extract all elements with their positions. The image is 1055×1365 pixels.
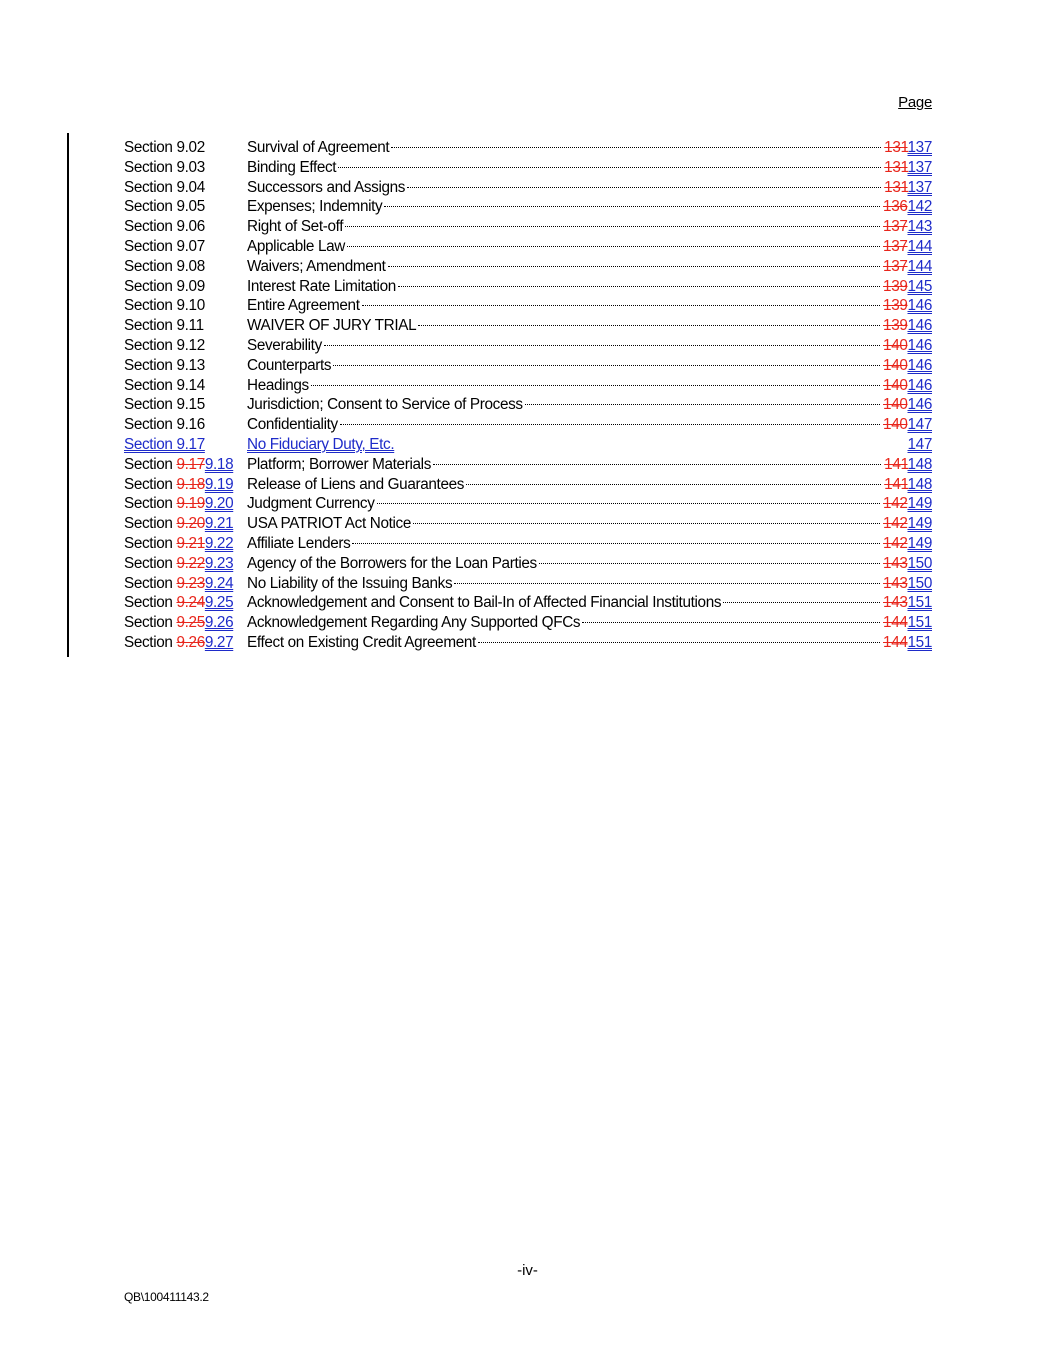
- page-ref: [884, 475, 932, 495]
- inserted-page-number: 142: [907, 198, 932, 216]
- deleted-page-number: 136: [883, 198, 908, 216]
- page-ref: [883, 494, 932, 514]
- section-prefix: Section: [124, 257, 177, 275]
- toc-entry[interactable]: [124, 217, 932, 237]
- inserted-page-number: 149: [907, 534, 932, 552]
- dot-leader: [333, 365, 880, 366]
- section-prefix: Section: [124, 396, 177, 414]
- section-title[interactable]: Right of Set-off: [247, 218, 344, 236]
- deleted-page-number: 140: [883, 416, 908, 434]
- deleted-section-number: 9.22: [176, 554, 205, 572]
- deleted-page-number: 131: [884, 178, 908, 196]
- toc-entry[interactable]: [124, 336, 932, 356]
- section-number-value: 9.02: [176, 139, 205, 156]
- inserted-section-number: 9.18: [204, 455, 234, 473]
- dot-leader: [466, 484, 881, 485]
- section-number-value: 9.07: [176, 237, 205, 255]
- deleted-page-number: 144: [883, 633, 908, 651]
- inserted-page-number: 149: [907, 515, 932, 533]
- inserted-page-number: 148: [907, 475, 932, 493]
- dot-leader: [454, 583, 880, 584]
- deleted-section-number: 9.26: [176, 633, 205, 651]
- toc-entry[interactable]: [124, 435, 932, 455]
- inserted-page-number: 145: [907, 277, 932, 295]
- page-ref: [883, 514, 932, 534]
- dot-leader: [384, 206, 880, 207]
- section-title[interactable]: Counterparts: [247, 356, 332, 374]
- deleted-page-number: 139: [883, 297, 908, 315]
- section-number-value: 9.10: [176, 297, 205, 315]
- page-ref: [883, 237, 932, 257]
- deleted-page-number: 140: [883, 336, 908, 354]
- inserted-page-number: 137: [907, 158, 932, 176]
- toc-entry[interactable]: [124, 455, 932, 475]
- inserted-page-number: 151: [907, 633, 932, 651]
- page-ref: [883, 376, 932, 396]
- section-prefix: Section: [124, 495, 177, 513]
- section-number-value: 9.13: [176, 356, 205, 374]
- inserted-page-number: 149: [907, 495, 932, 513]
- toc-entry[interactable]: [124, 257, 932, 277]
- section-number: [124, 613, 247, 633]
- section-title[interactable]: Confidentiality: [247, 416, 338, 434]
- toc-entry[interactable]: [124, 593, 932, 613]
- section-title[interactable]: Entire Agreement: [247, 297, 360, 315]
- inserted-page-number: 146: [907, 396, 932, 414]
- dot-leader: [539, 563, 880, 564]
- deleted-page-number: 141: [884, 475, 908, 493]
- deleted-page-number: 131: [884, 158, 908, 176]
- section-title[interactable]: Waivers; Amendment: [247, 257, 386, 275]
- toc-entry[interactable]: [124, 613, 932, 633]
- section-number: [124, 514, 247, 534]
- inserted-section-number: 9.19: [204, 475, 234, 493]
- page-ref: [883, 217, 932, 237]
- section-number: [124, 574, 247, 594]
- toc-entry[interactable]: [124, 178, 932, 198]
- toc-entry[interactable]: [124, 554, 932, 574]
- inserted-section-number: 9.23: [204, 554, 234, 572]
- section-title[interactable]: Expenses; Indemnity: [247, 198, 383, 216]
- section-number: [124, 178, 247, 198]
- dot-leader: [433, 464, 881, 465]
- section-number: [124, 415, 247, 435]
- inserted-page-number: 150: [907, 554, 932, 572]
- inserted-page-number: 147: [907, 435, 932, 453]
- section-prefix: Section: [124, 297, 177, 315]
- deleted-page-number: 139: [883, 317, 908, 335]
- page-ref: [883, 277, 932, 297]
- page-ref: [883, 395, 932, 415]
- toc-entry[interactable]: [124, 138, 932, 158]
- dot-leader: [478, 642, 880, 643]
- section-prefix: Section: [124, 614, 177, 632]
- change-bar: [67, 133, 69, 657]
- deleted-section-number: 9.24: [176, 594, 205, 612]
- toc-entry[interactable]: [124, 356, 932, 376]
- dot-leader: [311, 385, 880, 386]
- inserted-page-number: 146: [907, 297, 932, 315]
- inserted-section-number: 9.20: [204, 495, 234, 513]
- document-id: QB\100411143.2: [124, 1290, 209, 1304]
- section-title[interactable]: WAIVER OF JURY TRIAL: [247, 317, 417, 335]
- section-number: [124, 534, 247, 554]
- dot-leader: [362, 305, 880, 306]
- toc-entry[interactable]: [124, 574, 932, 594]
- section-prefix: Section: [124, 139, 177, 156]
- dot-leader: [407, 187, 881, 188]
- section-prefix: Section: [124, 416, 177, 434]
- section-prefix: Section: [124, 158, 177, 176]
- inserted-page-number: 148: [907, 455, 932, 473]
- section-prefix: Section: [124, 455, 177, 473]
- section-title[interactable]: Judgment Currency: [247, 495, 375, 513]
- page-ref: [883, 257, 932, 277]
- toc-entry[interactable]: [124, 277, 932, 297]
- dot-leader: [388, 266, 881, 267]
- inserted-section-number: 9.21: [204, 515, 234, 533]
- section-title[interactable]: Binding Effect: [247, 158, 337, 176]
- inserted-page-number: 143: [907, 218, 932, 236]
- deleted-section-number: 9.18: [176, 475, 205, 493]
- deleted-page-number: 137: [883, 257, 908, 275]
- deleted-section-number: 9.17: [176, 455, 205, 473]
- inserted-page-number: 151: [907, 614, 932, 632]
- section-number-value: 9.09: [176, 277, 205, 295]
- toc-entry[interactable]: [124, 475, 932, 495]
- section-title[interactable]: No Fiduciary Duty, Etc.: [247, 435, 395, 453]
- page-ref: [883, 356, 932, 376]
- page-ref: [884, 158, 932, 178]
- section-number: [124, 158, 247, 178]
- section-title[interactable]: Platform; Borrower Materials: [247, 455, 432, 473]
- section-number: [124, 494, 247, 514]
- section-number-value: 9.15: [176, 396, 205, 414]
- section-number-value: 9.11: [176, 317, 204, 335]
- section-number-value: 9.04: [176, 178, 205, 196]
- page-ref: [883, 593, 932, 613]
- section-title[interactable]: USA PATRIOT Act Notice: [247, 515, 412, 533]
- section-prefix: Section: [124, 633, 177, 651]
- page-ref: [883, 197, 932, 217]
- section-number: [124, 356, 247, 376]
- deleted-section-number: 9.23: [176, 574, 205, 592]
- deleted-page-number: 140: [883, 376, 908, 394]
- deleted-section-number: 9.19: [176, 495, 205, 513]
- deleted-page-number: 141: [884, 455, 908, 473]
- section-prefix: Section: [124, 198, 177, 216]
- section-number: [124, 395, 247, 415]
- section-number: [124, 376, 247, 396]
- section-number: [124, 593, 247, 613]
- section-prefix: Section: [124, 356, 177, 374]
- table-of-contents: [124, 138, 932, 653]
- section-number: [124, 197, 247, 217]
- dot-leader: [398, 286, 880, 287]
- inserted-page-number: 150: [907, 574, 932, 592]
- dot-leader: [347, 246, 880, 247]
- section-prefix: Section: [124, 515, 177, 533]
- page-ref: [883, 336, 932, 356]
- section-prefix: Section: [124, 277, 177, 295]
- deleted-page-number: 143: [883, 554, 908, 572]
- section-title[interactable]: Affiliate Lenders: [247, 534, 351, 552]
- deleted-section-number: 9.25: [176, 614, 205, 632]
- toc-entry[interactable]: [124, 494, 932, 514]
- toc-entry[interactable]: [124, 633, 932, 653]
- section-prefix: Section: [124, 574, 177, 592]
- section-prefix: Section: [124, 178, 177, 196]
- section-title[interactable]: No Liability of the Issuing Banks: [247, 574, 453, 592]
- section-prefix: Section: [124, 534, 177, 552]
- toc-entry[interactable]: [124, 296, 932, 316]
- section-title[interactable]: Agency of the Borrowers for the Loan Parties: [247, 554, 537, 572]
- deleted-page-number: 137: [883, 218, 908, 236]
- inserted-page-number: 151: [907, 594, 932, 612]
- page-number: -iv-: [517, 1262, 538, 1279]
- deleted-page-number: 131: [884, 139, 908, 156]
- page-ref: [883, 633, 932, 653]
- section-number: [124, 296, 247, 316]
- section-title[interactable]: Successors and Assigns: [247, 178, 406, 196]
- section-number-value: 9.12: [176, 336, 205, 354]
- page-ref: [884, 178, 932, 198]
- section-number-value: 9.08: [176, 257, 205, 275]
- section-number: [124, 277, 247, 297]
- section-prefix: Section: [124, 336, 177, 354]
- section-title[interactable]: Severability: [247, 336, 322, 354]
- deleted-page-number: 140: [883, 356, 908, 374]
- section-title[interactable]: Applicable Law: [247, 237, 345, 255]
- page-ref: [884, 138, 932, 158]
- section-number: [124, 554, 247, 574]
- dot-leader: [525, 404, 880, 405]
- section-prefix: Section: [124, 594, 177, 612]
- dot-leader: [418, 325, 880, 326]
- dot-leader: [391, 147, 881, 148]
- inserted-page-number: 144: [907, 257, 932, 275]
- dot-leader: [340, 424, 880, 425]
- inserted-page-number: 146: [907, 317, 932, 335]
- page-ref: [883, 316, 932, 336]
- inserted-page-number: 146: [907, 376, 932, 394]
- section-prefix: Section: [124, 237, 177, 255]
- deleted-page-number: 144: [883, 614, 908, 632]
- section-number-value: 9.16: [176, 416, 205, 434]
- section-number-value: 9.03: [176, 158, 205, 176]
- section-number: [124, 316, 247, 336]
- inserted-section-number: 9.26: [204, 614, 234, 632]
- deleted-page-number: 143: [883, 594, 908, 612]
- section-prefix: Section: [124, 376, 177, 394]
- section-number: [124, 475, 247, 495]
- section-number: [124, 257, 247, 277]
- section-title[interactable]: Effect on Existing Credit Agreement: [247, 633, 476, 651]
- toc-entry[interactable]: [124, 534, 932, 554]
- inserted-page-number: 137: [907, 178, 932, 196]
- deleted-page-number: 142: [883, 495, 908, 513]
- page-ref: [883, 415, 932, 435]
- dot-leader: [324, 345, 880, 346]
- dot-leader: [345, 226, 880, 227]
- section-number: [124, 336, 247, 356]
- dot-leader: [413, 523, 880, 524]
- toc-entry[interactable]: [124, 158, 932, 178]
- dot-leader: [352, 543, 880, 544]
- page-heading: Page: [898, 94, 932, 111]
- section-title[interactable]: Acknowledgement and Consent to Bail-In of Affected Financial Institutions: [247, 594, 722, 612]
- section-number: [124, 138, 247, 158]
- section-prefix: Section: [124, 475, 177, 493]
- toc-entry[interactable]: [124, 197, 932, 217]
- inserted-page-number: 147: [907, 416, 932, 434]
- dot-leader: [377, 503, 880, 504]
- section-prefix: Section: [124, 317, 177, 335]
- dot-leader: [582, 622, 880, 623]
- section-title[interactable]: Survival of Agreement: [247, 139, 390, 156]
- dot-leader: [338, 167, 881, 168]
- deleted-page-number: 137: [883, 237, 908, 255]
- deleted-page-number: 139: [883, 277, 908, 295]
- inserted-section-number: 9.25: [204, 594, 234, 612]
- section-prefix: Section: [124, 435, 177, 453]
- section-title[interactable]: Acknowledgement Regarding Any Supported QFCs: [247, 614, 581, 632]
- section-title[interactable]: Interest Rate Limitation: [247, 277, 396, 295]
- section-number-value: 9.05: [176, 198, 205, 216]
- toc-entry[interactable]: [124, 237, 932, 257]
- page-ref: [908, 435, 932, 455]
- toc-entry[interactable]: [124, 415, 932, 435]
- inserted-page-number: 144: [907, 237, 932, 255]
- section-title[interactable]: Release of Liens and Guarantees: [247, 475, 465, 493]
- page-ref: [883, 534, 932, 554]
- section-prefix: Section: [124, 554, 177, 572]
- section-number: [124, 633, 247, 653]
- toc-entry[interactable]: [124, 376, 932, 396]
- section-number: [124, 237, 247, 257]
- section-number-value: 9.17: [176, 435, 205, 453]
- section-number-value: 9.06: [176, 218, 205, 236]
- toc-entry[interactable]: [124, 514, 932, 534]
- section-title[interactable]: Headings: [247, 376, 309, 394]
- page-ref: [883, 554, 932, 574]
- section-number-value: 9.14: [176, 376, 205, 394]
- section-number: [124, 435, 247, 455]
- deleted-section-number: 9.20: [176, 515, 205, 533]
- section-title[interactable]: Jurisdiction; Consent to Service of Process: [247, 396, 523, 414]
- page-ref: [884, 455, 932, 475]
- deleted-page-number: 142: [883, 534, 908, 552]
- deleted-page-number: 142: [883, 515, 908, 533]
- deleted-page-number: 140: [883, 396, 908, 414]
- inserted-page-number: 146: [907, 356, 932, 374]
- inserted-section-number: 9.27: [204, 633, 234, 651]
- page-ref: [883, 574, 932, 594]
- inserted-section-number: 9.24: [204, 574, 234, 592]
- section-prefix: Section: [124, 218, 177, 236]
- deleted-page-number: 143: [883, 574, 908, 592]
- dot-leader: [723, 602, 880, 603]
- toc-entry[interactable]: [124, 395, 932, 415]
- section-number: [124, 455, 247, 475]
- inserted-page-number: 137: [907, 139, 932, 156]
- inserted-page-number: 146: [907, 336, 932, 354]
- page-ref: [883, 296, 932, 316]
- section-number: [124, 217, 247, 237]
- page-ref: [883, 613, 932, 633]
- toc-entry[interactable]: [124, 316, 932, 336]
- deleted-section-number: 9.21: [176, 534, 205, 552]
- inserted-section-number: 9.22: [204, 534, 234, 552]
